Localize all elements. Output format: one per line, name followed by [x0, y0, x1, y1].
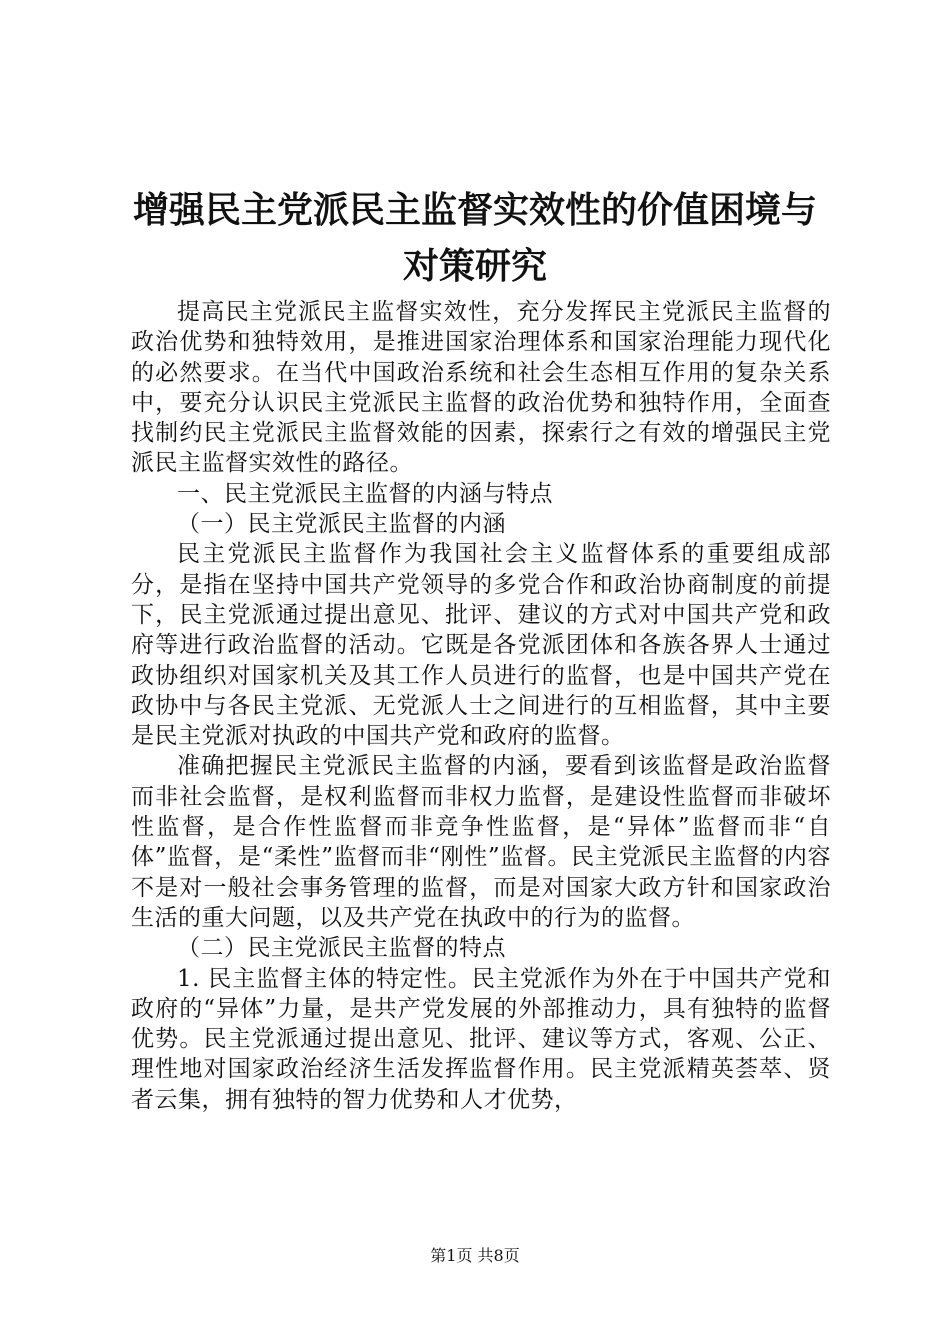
subsection-heading-1: （一）民主党派民主监督的内涵 — [177, 511, 506, 538]
body-paragraph: 准确把握民主党派民主监督的内涵，要看到该监督是政治监督而非社会监督，是权利监督而非权力监督，是建设性监督而非破坏性监督，是合作性监督而非竞争性监督，是“异体”监督而非“自体”监督，是“柔性”监督而非“刚性”监督。民主党派民主监督的内容不是对一般社会事务管理的监督，而是对国家大政方针和国家政治生活的重大问题，以及共产党在执政中的行为的监督。 — [131, 753, 831, 931]
body-paragraph: 民主党派民主监督作为我国社会主义监督体系的重要组成部分，是指在坚持中国共产党领导的多党合作和政治协商制度的前提下，民主党派通过提出意见、批评、建议的方式对中国共产党和政府等进行政治监督的活动。它既是各党派团体和各族各界人士通过政协组织对国家机关及其工作人员进行的监督，也是中国共产党在政协中与各民主党派、无党派人士之间进行的互相监督，其中主要是民主党派对执政的中国共产党和政府的监督。 — [131, 541, 831, 750]
intro-paragraph: 提高民主党派民主监督实效性，充分发挥民主党派民主监督的政治优势和独特效用，是推进国家治理体系和国家治理能力现代化的必然要求。在当代中国政治系统和社会生态相互作用的复杂关系中，要充分认识民主党派民主监督的政治优势和独特作用，全面查找制约民主党派民主监督效能的因素，探索行之有效的增强民主党派民主监督实效性的路径。 — [131, 299, 831, 477]
page-number-footer — [0, 1243, 950, 1266]
body-paragraph: 1. 民主监督主体的特定性。民主党派作为外在于中国共产党和政府的“异体”力量，是共产党发展的外部推动力，具有独特的监督优势。民主党派通过提出意见、批评、建议等方式，客观、公正、理性地对国家政治经济生活发挥监督作用。民主党派精英荟萃、贤者云集，拥有独特的智力优势和人才优势， — [131, 965, 831, 1113]
page-label: 第1页 共8页 — [430, 1246, 520, 1265]
section-heading-1: 一、民主党派民主监督的内涵与特点 — [177, 480, 553, 507]
subsection-heading-2: （二）民主党派民主监督的特点 — [177, 935, 506, 962]
document-body — [131, 297, 831, 1115]
document-title: 增强民主党派民主监督实效性的价值困境与对策研究 — [132, 189, 817, 287]
